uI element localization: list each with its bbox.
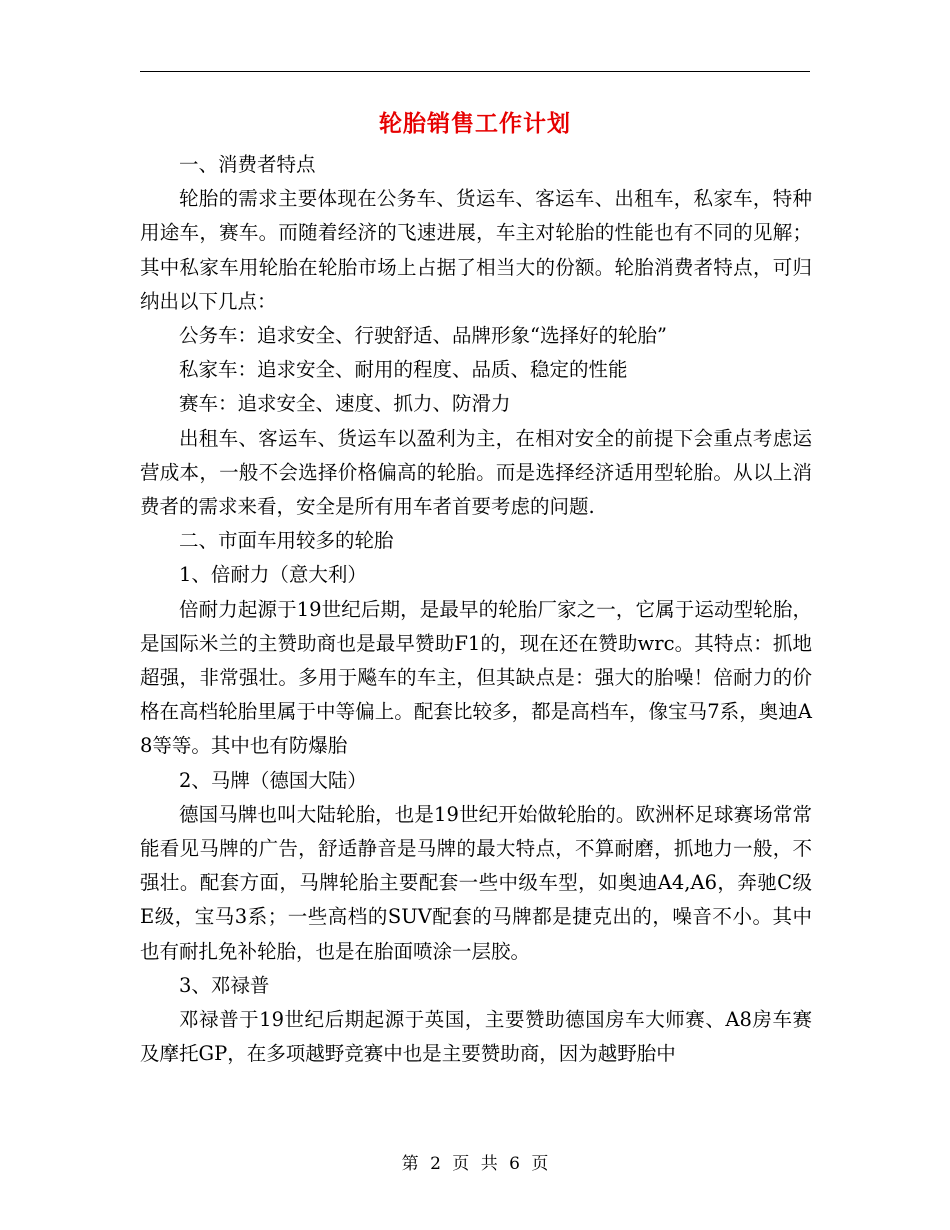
paragraph-dunlop: 邓禄普于19世纪后期起源于英国，主要赞助德国房车大师赛、A8房车赛及摩托GP，在多项越野竞赛中也是主要赞助商，因为越野胎中 [140,1008,812,1066]
paragraph-official-car: 公务车：追求安全、行驶舒适、品牌形象“选择好的轮胎” [179,324,667,348]
paragraph-race-car: 赛车：追求安全、速度、抓力、防滑力 [179,392,511,416]
document-body [140,148,812,1071]
paragraph-private-car: 私家车：追求安全、耐用的程度、品质、稳定的性能 [179,358,628,382]
paragraph-pirelli: 倍耐力起源于19世纪后期，是最早的轮胎厂家之一，它属于运动型轮胎，是国际米兰的主赞助商也是最早赞助F1的，现在还在赞助wrc。其特点：抓地超强，非常强壮。多用于飚车的车主，但其缺点是：强大的胎噪！倍耐力的价格在高档轮胎里属于中等偏上。配套比较多，都是高档车，像宝马7系，奥迪A8等等。其中也有防爆胎 [140,597,812,758]
section-heading-consumer-traits: 一、消费者特点 [179,153,316,176]
paragraph-continental: 德国马牌也叫大陆轮胎，也是19世纪开始做轮胎的。欧洲杯足球赛场常常能看见马牌的广告，舒适静音是马牌的最大特点，不算耐磨，抓地力一般，不强壮。配套方面，马牌轮胎主要配套一些中级车型，如奥迪A4,A6，奔驰C级E级，宝马3系；一些高档的SUV配套的马牌都是捷克出的，噪音不小。其中也有耐扎免补轮胎，也是在胎面喷涂一层胶。 [140,802,812,963]
paragraph-tire-demand: 轮胎的需求主要体现在公务车、货运车、客运车、出租车，私家车，特种用途车，赛车。而随着经济的飞速进展，车主对轮胎的性能也有不同的见解；其中私家车用轮胎在轮胎市场上占据了相当大的份额。轮胎消费者特点，可归纳出以下几点： [140,187,812,313]
section-heading-common-tires: 二、市面车用较多的轮胎 [179,529,394,553]
page-footer: 第 2 页 共 6 页 [401,1154,549,1174]
paragraph-commercial-vehicles: 出租车、客运车、货运车以盈利为主，在相对安全的前提下会重点考虑运营成本，一般不会选择价格偏高的轮胎。而是选择经济适用型轮胎。从以上消费者的需求来看，安全是所有用车者首要考虑的问题. [140,426,812,519]
subheading-pirelli: 1、倍耐力（意大利） [179,563,367,587]
document-title: 轮胎销售工作计划 [379,111,571,137]
subheading-continental: 2、马牌（德国大陆） [179,768,367,792]
subheading-dunlop: 3、邓禄普 [179,973,270,997]
header-rule [140,71,810,72]
